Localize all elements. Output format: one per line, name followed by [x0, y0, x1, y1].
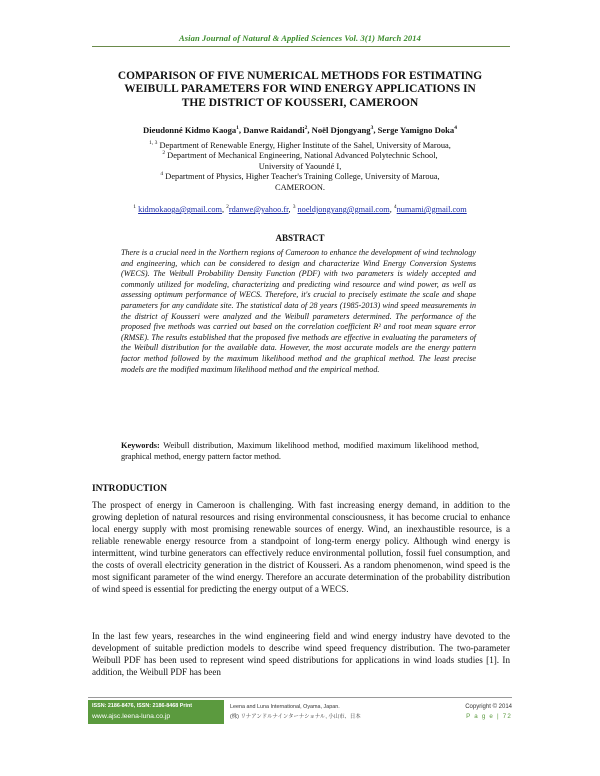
affiliation-sup: 1, 3 [149, 140, 158, 147]
author-name: Noël Djongyang [311, 125, 371, 135]
keywords-label: Keywords: [121, 441, 160, 450]
email-list [60, 205, 540, 214]
introduction-paragraph-1: The prospect of energy in Cameroon is challenging. With fast increasing energy demand, in addition to the growing depletion of natural resources and rising environmental consciousness, it has become crucial to enhance local energy supply with most promising renewable sources of energy. Wind, an inexhaustible resource, is a reliable renewable energy resource from a standpoint of long-term energy policy. Although wind energy is intermittent, wind turbine generators can effectively reduce environmental pollution, fossil fuel consumption, and the costs of overall electricity generation in the district of Kousseri. As a random phenomenon, wind speed is the most significant parameter of the wind energy. Therefore an accurate determination of the probability distribution of wind speed is essential for predicting the energy output of a WECS. [92, 500, 510, 594]
issn-text: ISSN: 2186-8476, ISSN: 2186-8468 Print [92, 703, 193, 709]
affiliations [90, 141, 510, 193]
page-number: P a g e | 72 [466, 713, 512, 720]
journal-header: Asian Journal of Natural & Applied Sciences Vol. 3(1) March 2014 [179, 33, 421, 43]
affiliation-2-university: University of Yaoundé I, [258, 161, 342, 171]
email-separator: , [288, 205, 291, 214]
introduction-paragraph-2: In the last few years, researches in the wind engineering field and wind energy industry have devoted to the development of suitable prediction models to describe wind speed frequency distribution. The two-parameter Weibull PDF has been used to represent wind speed distributions for applications in wind loads studies [1]. In addition, the Weibull PDF has been [92, 631, 510, 677]
email-sup: 3 [292, 204, 296, 211]
keywords [121, 440, 479, 462]
footer-publisher [230, 702, 440, 722]
author-separator: , [238, 125, 244, 135]
author-list [60, 125, 540, 135]
author-separator: , [373, 125, 378, 135]
publisher-japanese: (株) リナアンドルナインターナショナル, 小山市、日本 [230, 714, 361, 720]
email-sup: 4 [393, 204, 397, 211]
affiliation-1-3 [90, 141, 510, 151]
email-link[interactable]: noeldjongyang@gmail.com [297, 205, 390, 214]
footer-issn-box [88, 700, 224, 724]
affiliation-4 [90, 172, 510, 182]
affiliation-sup: 4 [160, 171, 164, 178]
email-sup: 1 [133, 204, 137, 211]
paper-title [80, 70, 520, 110]
affiliation-text: Department of Physics, Higher Teacher's Training College, University of Maroua, [165, 172, 440, 182]
footer-right [440, 702, 512, 722]
title-line-3: THE DISTRICT OF KOUSSERI, CAMEROON [181, 96, 419, 109]
author-name: Serge Yamigno Doka [377, 125, 455, 135]
header-divider [92, 46, 510, 47]
email-sup: 2 [226, 204, 229, 211]
author-name: Danwe Raidandi [243, 125, 305, 135]
author-name: Dieudonné Kidmo Kaoga [143, 125, 237, 135]
author-sup: 4 [454, 125, 457, 132]
abstract-heading: ABSTRACT [275, 233, 325, 243]
journal-url[interactable]: www.ajsc.leena-luna.co.jp [92, 713, 171, 720]
email-link[interactable]: numami@gmail.com [396, 205, 467, 214]
affiliation-sup: 2 [162, 150, 166, 157]
author-separator: , [307, 125, 312, 135]
introduction-heading: INTRODUCTION [92, 484, 168, 494]
affiliation-text: Department of Mechanical Engineering, National Advanced Polytechnic School, [167, 151, 438, 161]
affiliation-2 [90, 151, 510, 161]
email-separator: , [389, 205, 392, 214]
title-line-1: COMPARISON OF FIVE NUMERICAL METHODS FOR ESTIMATING [117, 70, 483, 82]
publisher-english: Leena and Luna International, Oyama, Japan. [230, 704, 340, 710]
abstract-text: There is a crucial need in the Northern regions of Cameroon to enhance the development of wind technology and engineering, which can be considered to design and characterize Wind Energy Conversion Systems (WECS). The Weibull Probability Density Function (PDF) with two parameters is widely accepted and commonly utilized for modeling, characterizing and predicting wind resource and wind power, as well as assessing optimum performance of WECS. Therefore, it's crucial to precisely estimate the scale and shape parameters for any candidate site. The statistical data of 28 years (1985-2013) wind speed measurements in the district of Kousseri were analyzed and the Weibull parameters determined. The performance of the proposed five methods was carried out based on the correlation coefficient R² and root mean square error (RMSE). The results established that the proposed five methods are effective in evaluating the parameters of the Weibull distribution for the available data. However, the most accurate models are the energy pattern factor method followed by the maximum likelihood method and the graphical method. The least precise models are the modified maximum likelihood method and the empirical method. [121, 248, 476, 374]
copyright-text: Copyright © 2014 [465, 704, 512, 710]
affiliation-text: Department of Renewable Energy, Higher Institute of the Sahel, University of Maroua, [159, 141, 451, 150]
author-sup: 3 [370, 125, 374, 132]
author-sup: 1 [236, 125, 239, 132]
footer-divider [88, 697, 512, 698]
keywords-text: Weibull distribution, Maximum likelihood method, modified maximum likelihood method, graphical method, energy pattern factor method. [121, 441, 479, 461]
email-separator: , [222, 205, 225, 214]
affiliation-4-country: CAMEROON. [274, 182, 326, 192]
email-link[interactable]: kidmokaoga@gmail.com [138, 205, 223, 214]
title-line-2: WEIBULL PARAMETERS FOR WIND ENERGY APPLICATIONS IN [124, 83, 476, 96]
author-sup: 2 [304, 125, 308, 132]
email-link[interactable]: rdanwe@yahoo.fr [228, 205, 289, 214]
